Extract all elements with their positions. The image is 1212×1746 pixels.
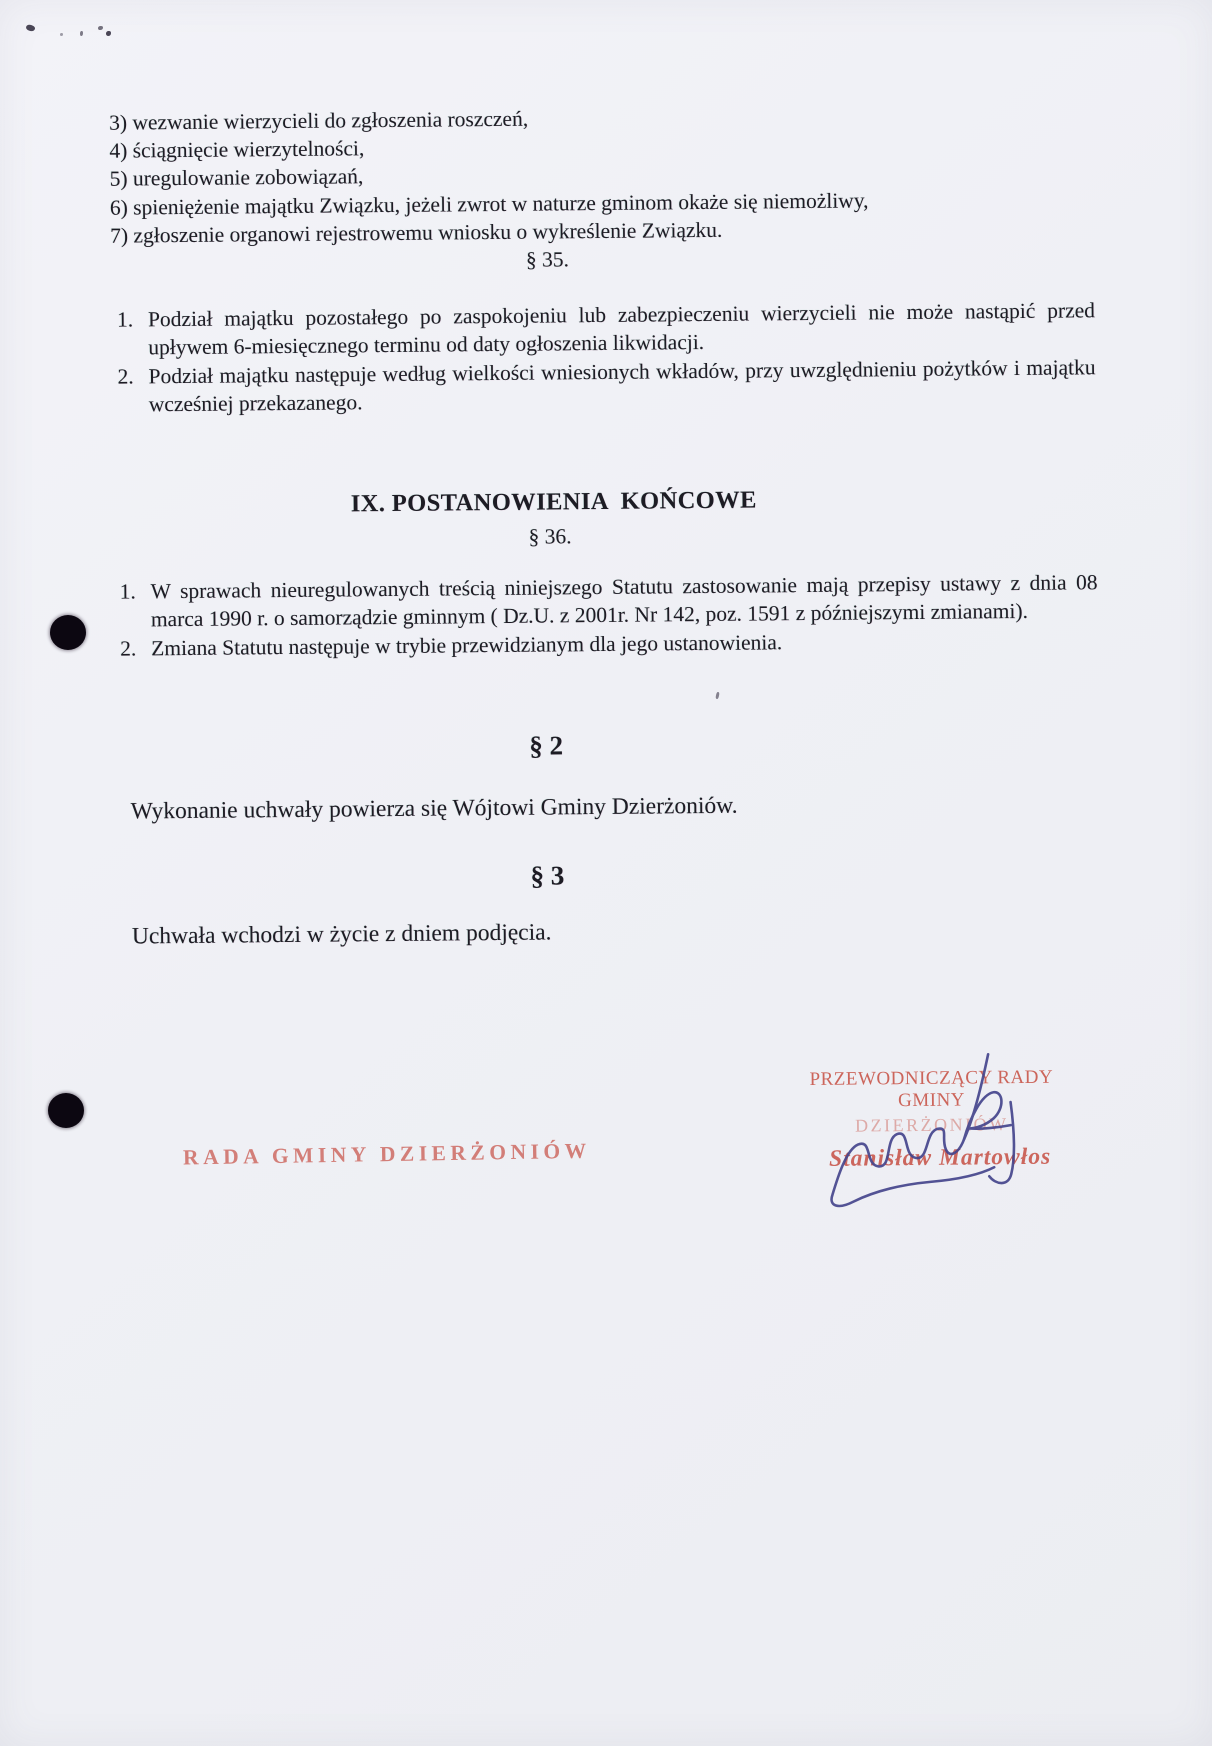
item-text: Podział majątku pozostałego po zaspokojeniu lub zabezpieczeniu wierzycieli nie może nastąpić przed upływem 6-miesięcznego terminu od daty ogłoszenia likwidacji. [147, 298, 1096, 360]
list-item [119, 568, 1098, 634]
list-item: 6) spieniężenie majątku Związku, jeżeli zwrot w naturze gminom okaże się niemożliwy, [109, 188, 869, 220]
item-text: Podział majątku następuje według wielkości wniesionych wkładów, przy uwzględnieniu pożytków i majątku wcześniej przekazanego. [148, 355, 1096, 417]
paragraph-3-text: Uchwała wchodzi w życie z dniem podjęcia. [131, 919, 552, 950]
list-item: 7) zgłoszenie organowi rejestrowemu wniosku o wykreślenie Związku. [110, 217, 723, 248]
item-number: 2. [117, 364, 134, 389]
list-item: 3) wezwanie wierzycieli do zgłoszenia roszczeń, [109, 106, 529, 135]
handwritten-signature [805, 1034, 1042, 1211]
chairman-stamp-town: DZIERŻONIÓW [854, 1114, 1009, 1136]
item-number: 1. [119, 579, 136, 604]
paragraph-3-heading: § 3 [530, 860, 565, 891]
item-number: 2. [120, 636, 137, 661]
liquidation-steps-list [109, 99, 1098, 249]
item-text: Zmiana Statutu następuje w trybie przewidzianym dla jego ustanowienia. [151, 630, 783, 661]
chairman-stamp-title: PRZEWODNICZĄCY RADY GMINY [809, 1066, 1054, 1112]
chairman-name-stamp: Stanisław Martowłos [828, 1143, 1052, 1172]
paragraph-2-text: Wykonanie uchwały powierza się Wójtowi Gminy Dzierżoniów. [130, 792, 738, 825]
section-36-items [119, 568, 1098, 663]
section-35-heading: § 35. [525, 247, 570, 272]
paragraph-2-heading: § 2 [529, 730, 564, 761]
chapter-heading: IX. POSTANOWIENIA KOŃCOWE [350, 486, 757, 518]
council-stamp: RADA GMINY DZIERŻONIÓW [182, 1138, 591, 1170]
list-item: 4) ściągnięcie wierzytelności, [109, 136, 365, 163]
section-36-heading: § 36. [528, 524, 572, 549]
item-text: W sprawach nieuregulowanych treścią niniejszego Statutu zastosowanie mają przepisy ustawy z dnia 08 marca 1990 r. o samorządzie gminnym ( Dz.U. z 2001r. Nr 142, poz. 1591 z późniejszymi zmianami). [150, 570, 1098, 632]
section-35-items [117, 296, 1096, 419]
item-number: 1. [116, 307, 134, 332]
list-item [117, 353, 1096, 419]
list-item [117, 296, 1096, 362]
list-item: 5) uregulowanie zobowiązań, [109, 164, 364, 192]
